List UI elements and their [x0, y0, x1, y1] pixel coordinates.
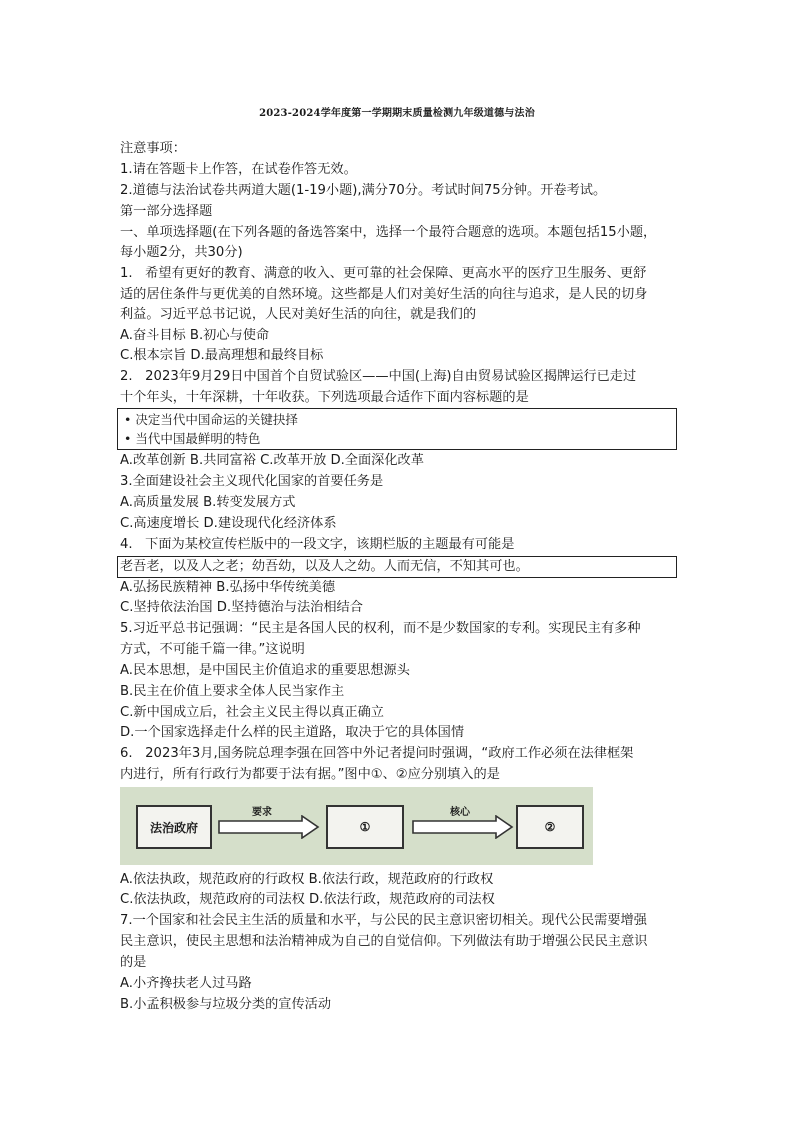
diagram-arrow-core	[412, 815, 514, 839]
q2-box-line2: • 当代中国最鲜明的特色	[124, 431, 261, 446]
notice-heading: 注意事项：	[120, 141, 186, 156]
q7-option-a: A.小齐搀扶老人过马路	[120, 976, 252, 991]
q3-options-ab: A.高质量发展 B.转变发展方式	[120, 495, 296, 510]
q7-stem-line3: 的是	[120, 955, 147, 970]
q5-option-d: D.一个国家选择走什么样的民主道路，取决于它的具体国情	[120, 725, 465, 740]
q4-stem: 4. 下面为某校宣传栏版中的一段文字，该期栏版的主题最有可能是	[120, 537, 515, 552]
q3-stem: 3.全面建设社会主义现代化国家的首要任务是	[120, 474, 384, 489]
q1-stem-line3: 利益。习近平总书记说，人民对美好生活的向往，就是我们的	[120, 307, 477, 322]
q2-stem-line1: 2. 2023年9月29日中国首个自贸试验区——中国(上海)自由贸易试验区揭牌运行已走过	[120, 369, 637, 384]
q4-quote-box	[117, 556, 677, 578]
q2-content-box	[117, 408, 677, 450]
q6-options-ab: A.依法执政，规范政府的行政权 B.依法行政，规范政府的行政权	[120, 872, 494, 887]
q2-box-line1: • 决定当代中国命运的关键抉择	[124, 412, 298, 427]
q5-stem-line1: 5.习近平总书记强调：“民主是各国人民的权利，而不是少数国家的专利。实现民主有多种	[120, 621, 641, 636]
q4-quote-text: 老吾老，以及人之老；幼吾幼，以及人之幼。人而无信，不知其可也。	[120, 559, 529, 574]
q1-options-cd: C.根本宗旨 D.最高理想和最终目标	[120, 348, 324, 363]
diagram-arrow-label-core: 核心	[450, 807, 470, 818]
q6-stem-line1: 6. 2023年3月,国务院总理李强在回答中外记者提问时强调，“政府工作必须在法律框架	[120, 746, 634, 761]
q5-stem-line2: 方式，不可能千篇一律。”这说明	[120, 642, 305, 657]
q7-option-b: B.小孟积极参与垃圾分类的宣传活动	[120, 997, 332, 1012]
q5-option-a: A.民本思想，是中国民主价值追求的重要思想源头	[120, 663, 410, 678]
section1-instructions-line2: 每小题2分，共30分)	[120, 245, 243, 260]
q6-options-cd: C.依法执政，规范政府的司法权 D.依法行政，规范政府的司法权	[120, 892, 495, 907]
diagram-box-rule-of-law-government: 法治政府	[136, 805, 212, 849]
q7-stem-line1: 7.一个国家和社会民主生活的质量和水平，与公民的民主意识密切相关。现代公民需要增强	[120, 913, 647, 928]
q6-flow-diagram	[120, 787, 593, 865]
diagram-box-blank-2: ②	[516, 805, 584, 849]
exam-title: 2023-2024学年度第一学期期末质量检测九年级道德与法治	[259, 108, 535, 119]
q4-options-ab: A.弘扬民族精神 B.弘扬中华传统美德	[120, 580, 336, 595]
q6-stem-line2: 内进行，所有行政行为都要于法有据。”图中①、②应分别填入的是	[120, 767, 500, 782]
diagram-arrow-requirement	[218, 815, 320, 839]
q3-options-cd: C.高速度增长 D.建设现代化经济体系	[120, 516, 337, 531]
q1-stem-line1: 1. 希望有更好的教育、满意的收入、更可靠的社会保障、更高水平的医疗卫生服务、更舒	[120, 266, 647, 281]
diagram-box-blank-1: ①	[326, 805, 404, 849]
notice-item-1: 1.请在答题卡上作答，在试卷作答无效。	[120, 162, 357, 177]
notice-item-2: 2.道德与法治试卷共两道大题(1-19小题),满分70分。考试时间75分钟。开卷考试。	[120, 183, 607, 198]
section1-instructions-line1: 一、单项选择题(在下列各题的备选答案中，选择一个最符合题意的选项。本题包括15小题，	[120, 225, 657, 240]
q2-options: A.改革创新 B.共同富裕 C.改革开放 D.全面深化改革	[120, 453, 424, 468]
q4-options-cd: C.坚持依法治国 D.坚持德治与法治相结合	[120, 600, 363, 615]
q5-option-c: C.新中国成立后，社会主义民主得以真正确立	[120, 705, 384, 720]
q1-options-ab: A.奋斗目标 B.初心与使命	[120, 328, 270, 343]
q2-stem-line2: 十个年头，十年深耕，十年收获。下列选项最合适作下面内容标题的是	[120, 390, 529, 405]
diagram-arrow-label-requirement: 要求	[252, 807, 272, 818]
q5-option-b: B.民主在价值上要求全体人民当家作主	[120, 684, 345, 699]
part1-heading: 第一部分选择题	[120, 204, 213, 219]
q7-stem-line2: 民主意识，使民主思想和法治精神成为自己的自觉信仰。下列做法有助于增强公民民主意识	[120, 934, 648, 949]
q1-stem-line2: 适的居住条件与更优美的自然环境。这些都是人们对美好生活的向往与追求，是人民的切身	[120, 287, 648, 302]
